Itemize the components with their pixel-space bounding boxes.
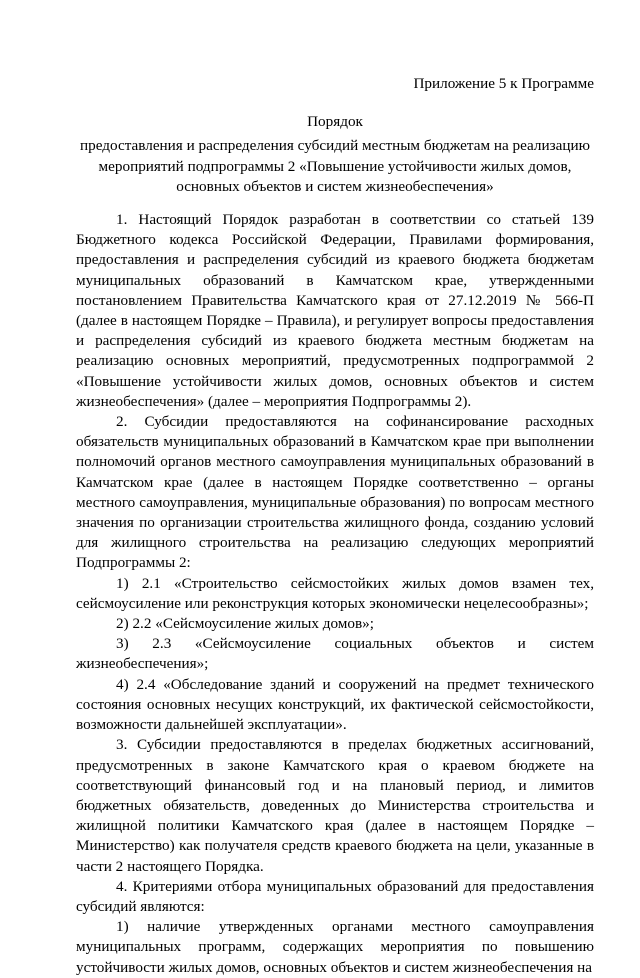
list-item-2-2: 2) 2.2 «Сейсмоусиление жилых домов»; [116,615,374,633]
list-item-2-3: 3) 2.3 «Сейсмоусиление социальных объектов и систем жизнеобеспечения»; [76,635,594,673]
paragraph-2: 2. Субсидии предоставляются на софинансирование расходных обязательств муниципальных образований в Камчатском крае при выполнении полномочий органов местного самоуправления муниципальных образований в Камчатском крае (далее в настоящем Порядке соответственно – органы местного самоуправления, муниципальные образования) по вопросам местного значения по организации строительства жилищного фонда, созданию условий для жилищного строительства на реализацию следующих мероприятий Подпрограммы 2: [76,413,594,572]
title-subheading: предоставления и распределения субсидий местным бюджетам на реализацию мероприятий подпрограммы 2 «Повышение устойчивости жилых домов, основных объектов и систем жизнеобеспечения» [80,137,590,195]
title-heading: Порядок [307,113,363,131]
criteria-item-1: 1) наличие утвержденных органами местного самоуправления муниципальных программ, содержащих мероприятия по повышению устойчивости жилых домов, основных объектов и систем жизнеобеспечения на [76,918,594,976]
paragraph-3: 3. Субсидии предоставляются в пределах бюджетных ассигнований, предусмотренных в законе Камчатского края о краевом бюджете на соответствующий финансовый год и на плановый период, и лимитов бюджетных обязательств, доведенных до Министерства строительства и жилищной политики Камчатского края (далее в настоящем Порядке – Министерство) как получателя средств краевого бюджета на цели, указанные в части 2 настоящего Порядка. [76,736,594,875]
paragraph-1: 1. Настоящий Порядок разработан в соответствии со статьей 139 Бюджетного кодекса Российской Федерации, Правилами формирования, предоставления и распределения субсидий из краевого бюджета бюджетам муниципальных образований в Камчатском крае, утвержденными постановлением Правительства Камчатского края от 27.12.2019 № 566-П (далее в настоящем Порядке – Правила), и регулирует вопросы предоставления и распределения субсидий из краевого бюджета местным бюджетам на реализацию основных мероприятий, предусмотренных подпрограммой 2 «Повышение устойчивости жилых домов, основных объектов и систем жизнеобеспечения» (далее – мероприятия Подпрограммы 2). [76,211,594,410]
list-item-2-4: 4) 2.4 «Обследование зданий и сооружений на предмет технического состояния основных несущих конструкций, их фактической сейсмостойкости, возможности дальнейшей эксплуатации». [76,675,594,734]
document-title [76,112,594,197]
list-item-2-1: 1) 2.1 «Строительство сейсмостойких жилых домов взамен тех, сейсмоусиление или реконструкция которых экономически нецелесообразны»; [76,574,594,612]
appendix-label: Приложение 5 к Программе [413,75,594,92]
paragraph-4: 4. Критериями отбора муниципальных образований для предоставления субсидий являются: [76,877,594,915]
